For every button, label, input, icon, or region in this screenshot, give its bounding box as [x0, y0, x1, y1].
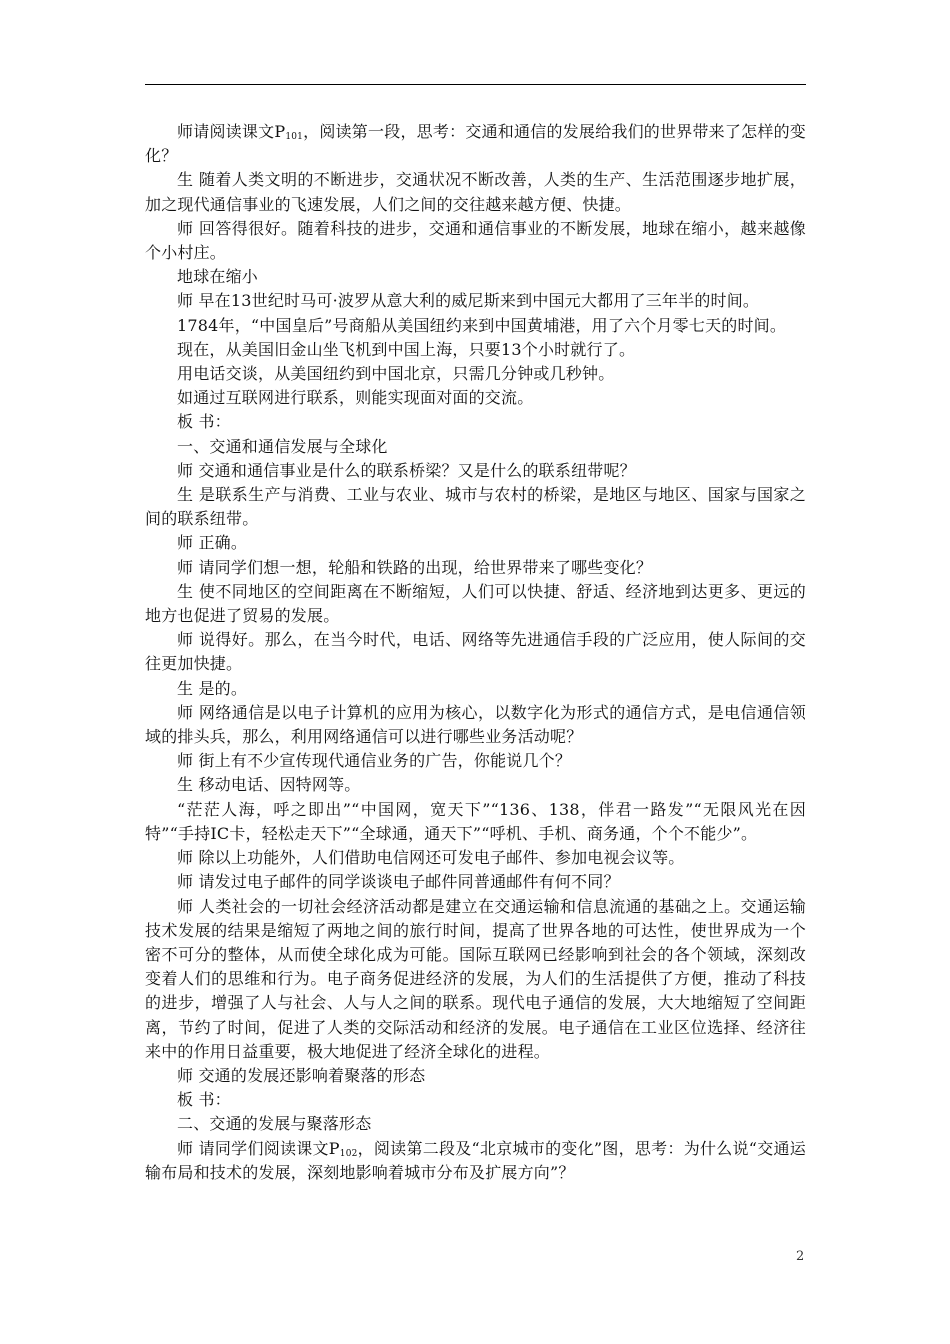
- paragraph: [145, 1137, 806, 1185]
- paragraph: [145, 120, 806, 168]
- paragraph: 生 是联系生产与消费、工业与农业、城市与农村的桥梁，是地区与地区、国家与国家之间的联系纽带。: [145, 485, 806, 529]
- paragraph: 如通过互联网进行联系，则能实现面对面的交流。: [177, 388, 534, 408]
- paragraph-text: 师请阅读课文P: [177, 122, 286, 141]
- paragraph: 生 随着人类文明的不断进步，交通状况不断改善，人类的生产、生活范围逐步地扩展，加之现代通信事业的飞速发展，人们之间的交往越来越方便、快捷。: [145, 170, 806, 214]
- page-ref-subscript: 102: [339, 1148, 358, 1159]
- section-heading: 二、交通的发展与聚落形态: [177, 1114, 372, 1134]
- paragraph: 1784年，“中国皇后”号商船从美国纽约来到中国黄埔港，用了六个月零七天的时间。: [177, 315, 787, 335]
- paragraph: 用电话交谈，从美国纽约到中国北京，只需几分钟或几秒钟。: [177, 364, 615, 384]
- paragraph-text-cont: ，阅读第二段及“北京城市的变化”图，思考：为什么说“交通运输布局和技术的发展，深刻地影响着城市分布及扩展方向”？: [145, 1138, 806, 1182]
- paragraph-text: 师 请同学们阅读课文P: [177, 1138, 340, 1158]
- section-heading: 一、交通和通信发展与全球化: [177, 436, 388, 456]
- paragraph: 师 请同学们想一想，轮船和铁路的出现，给世界带来了哪些变化？: [177, 557, 653, 577]
- paragraph: “茫茫人海，呼之即出”“中国网，宽天下”“136、138，伴君一路发”“无限风光在因特”“手持IC卡，轻松走天下”“全球通，通天下”“呼机、手机、商务通，个个不能少”。: [145, 799, 806, 843]
- paragraph: 师 早在13世纪时马可·波罗从意大利的威尼斯来到中国元大都用了三年半的时间。: [177, 291, 760, 311]
- section-subheading: 地球在缩小: [177, 267, 259, 287]
- page-ref-subscript: 101: [285, 132, 304, 142]
- paragraph: 师 正确。: [177, 533, 248, 553]
- header-rule: [145, 84, 806, 85]
- paragraph: 生 是的。: [177, 678, 248, 698]
- paragraph: 生 使不同地区的空间距离在不断缩短，人们可以快捷、舒适、经济地到达更多、更远的地方也促进了贸易的发展。: [145, 581, 806, 626]
- paragraph: 师 回答得很好。随着科技的进步，交通和通信事业的不断发展，地球在缩小，越来越像个小村庄。: [145, 218, 806, 263]
- paragraph: 师 街上有不少宣传现代通信业务的广告，你能说几个？: [177, 751, 572, 771]
- paragraph-text-cont: ，阅读第一段，思考：交通和通信的发展给我们的世界带来了怎样的变化？: [145, 122, 807, 166]
- document-body: [145, 120, 806, 1185]
- board-label: 板 书：: [177, 412, 231, 432]
- board-label: 板 书：: [177, 1090, 231, 1110]
- paragraph: 师 交通的发展还影响着聚落的形态: [177, 1065, 426, 1085]
- paragraph: 师 说得好。那么，在当今时代，电话、网络等先进通信手段的广泛应用，使人际间的交往更加快捷。: [145, 630, 806, 674]
- paragraph: 师 交通和通信事业是什么的联系桥梁？又是什么的联系纽带呢？: [177, 460, 636, 480]
- page-number: 2: [796, 1249, 805, 1264]
- paragraph: 师 除以上功能外，人们借助电信网还可发电子邮件、参加电视会议等。: [177, 848, 685, 868]
- paragraph: 师 请发过电子邮件的同学谈谈电子邮件同普通邮件有何不同？: [177, 872, 620, 892]
- paragraph: 生 移动电话、因特网等。: [177, 775, 361, 795]
- paragraph: 现在，从美国旧金山坐飞机到中国上海，只要13个小时就行了。: [177, 339, 636, 359]
- paragraph: 师 网络通信是以电子计算机的应用为核心，以数字化为形式的通信方式，是电信通信领域的排头兵，那么，利用网络通信可以进行哪些业务活动呢？: [145, 702, 806, 747]
- paragraph: 师 人类社会的一切社会经济活动都是建立在交通运输和信息流通的基础之上。交通运输技术发展的结果是缩短了两地之间的旅行时间，提高了世界各地的可达性，使世界成为一个密不可分的整体，从而使全球化成为可能。国际互联网已经影响到社会的各个领域，深刻改变着人们的思维和行为。电子商务促进经济的发展，为人们的生活提供了方便，推动了科技的进步，增强了人与社会、人与人之间的联系。现代电子通信的发展，大大地缩短了空间距离，节约了时间，促进了人类的交际活动和经济的发展。电子通信在工业区位选择、经济往来中的作用日益重要，极大地促进了经济全球化的进程。: [145, 896, 806, 1061]
